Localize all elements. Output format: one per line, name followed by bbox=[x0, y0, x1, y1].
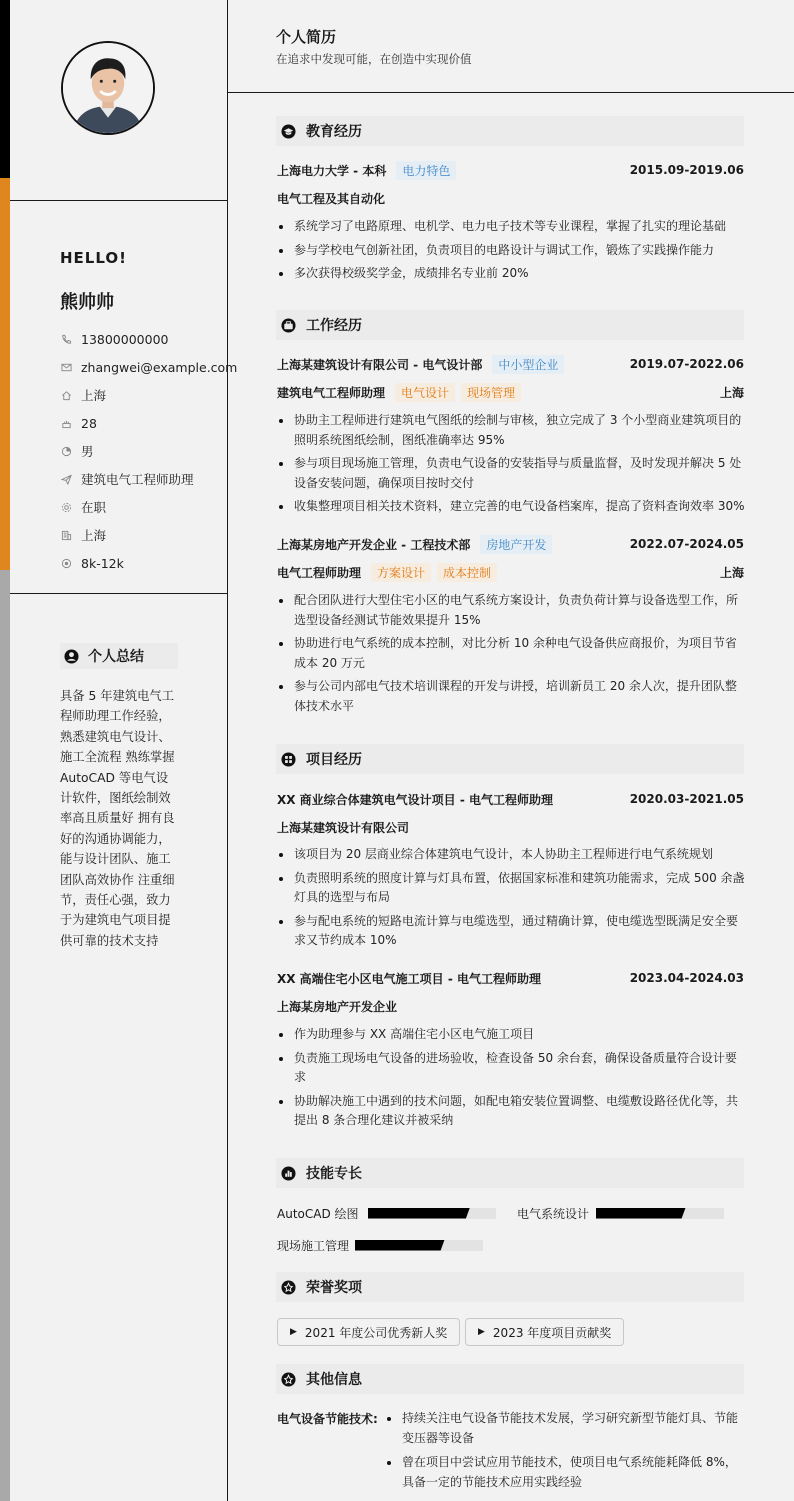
job1-role: 建筑电气工程师助理 bbox=[277, 385, 386, 400]
list-item: 收集整理项目相关技术资料，建立完善的电气设备档案库，提高了资料查询效率 30% bbox=[277, 497, 747, 517]
status-icon bbox=[60, 501, 72, 513]
page-title: 个人简历 bbox=[276, 28, 337, 46]
play-icon: ▶ bbox=[478, 1327, 485, 1337]
grid-icon bbox=[281, 752, 296, 767]
person-name: 熊帅帅 bbox=[60, 292, 114, 313]
list-item: 曾在项目中尝试应用节能技术，使项目电气系统能耗降低 8%，具备一定的节能技术应用实践经验 bbox=[384, 1453, 746, 1492]
education-heading bbox=[276, 116, 744, 146]
project2-bullets bbox=[277, 1025, 747, 1135]
job2-company-tag: 房地产开发 bbox=[480, 535, 552, 554]
job2-role: 电气工程师助理 bbox=[277, 565, 362, 580]
list-item: 参与项目现场施工管理，负责电气设备的安装指导与质量监督，及时发现并解决 5 处设备安装问题，确保项目按时交付 bbox=[277, 454, 747, 493]
skill-bar bbox=[355, 1240, 483, 1251]
project2-org: 上海某房地产开发企业 bbox=[277, 999, 398, 1014]
job2-role-row bbox=[277, 562, 744, 582]
building-icon bbox=[60, 529, 72, 541]
skills-title: 技能专长 bbox=[306, 1166, 362, 1182]
info-location-text: 上海 bbox=[81, 388, 107, 403]
skill-item bbox=[517, 1205, 724, 1221]
info-age bbox=[60, 409, 237, 437]
info-age-text: 28 bbox=[81, 415, 97, 431]
job1-company-tag: 中小型企业 bbox=[492, 355, 564, 374]
play-icon: ▶ bbox=[290, 1327, 297, 1337]
project1-org: 上海某建筑设计有限公司 bbox=[277, 820, 410, 835]
list-item: 参与配电系统的短路电流计算与电缆选型，通过精确计算，使电缆选型既满足安全要求又节约成本 10% bbox=[277, 912, 747, 951]
list-item: 多次获得校级奖学金，成绩排名专业前 20% bbox=[277, 264, 747, 284]
info-status-text: 在职 bbox=[81, 500, 107, 515]
school-name: 上海电力大学 - 本科 bbox=[277, 163, 387, 178]
info-position bbox=[60, 465, 237, 493]
age-icon bbox=[60, 417, 72, 429]
bar-chart-icon bbox=[281, 1166, 296, 1181]
list-item: 参与公司内部电气技术培训课程的开发与讲授，培训新员工 20 余人次，提升团队整体技术水平 bbox=[277, 677, 747, 716]
job1-tag-1: 电气设计 bbox=[395, 383, 455, 402]
briefcase-icon bbox=[281, 318, 296, 333]
info-salary bbox=[60, 549, 237, 577]
info-location bbox=[60, 381, 237, 409]
contact-info-list bbox=[60, 325, 237, 577]
info-gender-text: 男 bbox=[81, 444, 94, 459]
education-bullets bbox=[277, 217, 747, 288]
other-title: 其他信息 bbox=[306, 1372, 362, 1388]
project2-name: XX 高端住宅小区电气施工项目 - 电气工程师助理 bbox=[277, 971, 542, 986]
skill-bar bbox=[368, 1208, 496, 1219]
skill-name: AutoCAD 绘图 bbox=[277, 1206, 359, 1221]
job2-row bbox=[277, 534, 744, 554]
info-gender bbox=[60, 437, 237, 465]
job1-role-row bbox=[277, 382, 744, 402]
graduation-cap-icon bbox=[281, 124, 296, 139]
info-salary-text: 8k-12k bbox=[81, 555, 124, 571]
skill-fill bbox=[355, 1240, 445, 1251]
award-label: 2021 年度公司优秀新人奖 bbox=[304, 1325, 448, 1340]
award-label: 2023 年度项目贡献奖 bbox=[492, 1325, 612, 1340]
sidebar-rule-top bbox=[10, 200, 227, 201]
awards-title: 荣誉奖项 bbox=[306, 1280, 362, 1296]
projects-heading bbox=[276, 744, 744, 774]
list-item: 负责施工现场电气设备的进场验收，检查设备 50 余台套，确保设备质量符合设计要求 bbox=[277, 1049, 747, 1088]
sidebar-rule-mid bbox=[10, 593, 227, 594]
summary-title: 个人总结 bbox=[88, 649, 144, 665]
skill-name: 现场施工管理 bbox=[277, 1238, 350, 1253]
project2-row bbox=[277, 968, 744, 988]
education-major-row bbox=[277, 188, 744, 208]
job1-bullets bbox=[277, 411, 747, 521]
education-row bbox=[277, 160, 744, 180]
star-badge-icon bbox=[281, 1372, 296, 1387]
work-title: 工作经历 bbox=[306, 318, 362, 334]
sidebar-divider bbox=[227, 0, 228, 1501]
summary-text: 具备 5 年建筑电气工程师助理工作经验，熟悉建筑电气设计、施工全流程 熟练掌握 AutoCAD 等电气设计软件，图纸绘制效率高且质量好 拥有良好的沟通协调能力，能与设计团队、施工团队高效协作 注重细节，责任心强，致力于为建筑电气项目提供可靠的技术支持 bbox=[60, 689, 175, 948]
info-phone bbox=[60, 325, 237, 353]
page-subtitle: 在追求中发现可能，在创造中实现价值 bbox=[276, 52, 472, 66]
hello-heading: HELLO! bbox=[60, 249, 127, 267]
job2-bullets bbox=[277, 591, 747, 720]
sidebar-accent-orange bbox=[0, 178, 10, 570]
awards-heading bbox=[276, 1272, 744, 1302]
project1-row bbox=[277, 789, 744, 809]
skill-name: 电气系统设计 bbox=[517, 1206, 590, 1221]
other-label: 电气设备节能技术: bbox=[277, 1412, 378, 1426]
sidebar-accent-black bbox=[0, 0, 10, 178]
job1-period: 2019.07-2022.06 bbox=[629, 357, 744, 371]
phone-icon bbox=[60, 333, 72, 345]
avatar bbox=[61, 41, 155, 135]
mail-icon bbox=[60, 361, 72, 373]
header-rule bbox=[228, 92, 794, 93]
list-item: 系统学习了电路原理、电机学、电力电子技术等专业课程，掌握了扎实的理论基础 bbox=[277, 217, 747, 237]
list-item: 协助进行电气系统的成本控制，对比分析 10 余种电气设备供应商报价，为项目节省成本 20 万元 bbox=[277, 634, 747, 673]
skill-item bbox=[277, 1205, 496, 1221]
job2-tag-2: 成本控制 bbox=[437, 563, 497, 582]
project1-bullets bbox=[277, 845, 747, 955]
list-item: 该项目为 20 层商业综合体建筑电气设计，本人协助主工程师进行电气系统规划 bbox=[277, 845, 747, 865]
skill-fill bbox=[368, 1208, 470, 1219]
project1-name: XX 商业综合体建筑电气设计项目 - 电气工程师助理 bbox=[277, 792, 554, 807]
list-item: 作为助理参与 XX 高端住宅小区电气施工项目 bbox=[277, 1025, 747, 1045]
list-item: 持续关注电气设备节能技术发展，学习研究新型节能灯具、节能变压器等设备 bbox=[384, 1409, 746, 1448]
job2-tag-1: 方案设计 bbox=[371, 563, 431, 582]
info-status bbox=[60, 493, 237, 521]
projects-title: 项目经历 bbox=[306, 752, 362, 768]
job2-period: 2022.07-2024.05 bbox=[629, 537, 744, 551]
job2-company: 上海某房地产开发企业 - 工程技术部 bbox=[277, 537, 471, 552]
info-phone-text: 13800000000 bbox=[81, 331, 169, 347]
list-item: 协助主工程师进行建筑电气图纸的绘制与审核，独立完成了 3 个小型商业建筑项目的照明系统图纸绘制，图纸准确率达 95% bbox=[277, 411, 747, 450]
summary-heading bbox=[60, 643, 178, 669]
home-icon bbox=[60, 389, 72, 401]
education-period: 2015.09-2019.06 bbox=[629, 163, 744, 177]
skills-heading bbox=[276, 1158, 744, 1188]
send-icon bbox=[60, 473, 72, 485]
user-circle-icon bbox=[64, 649, 79, 664]
skill-item bbox=[277, 1237, 483, 1253]
other-bullets bbox=[384, 1409, 746, 1497]
job2-location: 上海 bbox=[719, 565, 744, 580]
project1-period: 2020.03-2021.05 bbox=[629, 792, 744, 806]
work-heading bbox=[276, 310, 744, 340]
list-item: 配合团队进行大型住宅小区的电气系统方案设计，负责负荷计算与设备选型工作，所选型设备经测试节能效果提升 15% bbox=[277, 591, 747, 630]
list-item: 负责照明系统的照度计算与灯具布置，依据国家标准和建筑功能需求，完成 500 余盏灯具的选型与布局 bbox=[277, 869, 747, 908]
list-item: 协助解决施工中遇到的技术问题，如配电箱安装位置调整、电缆敷设路径优化等，共提出 8 条合理化建议并被采纳 bbox=[277, 1092, 747, 1131]
project2-period: 2023.04-2024.03 bbox=[629, 971, 744, 985]
info-position-text: 建筑电气工程师助理 bbox=[81, 472, 194, 487]
education-title: 教育经历 bbox=[306, 124, 362, 140]
job1-tag-2: 现场管理 bbox=[461, 383, 521, 402]
info-city bbox=[60, 521, 237, 549]
project1-org-row bbox=[277, 817, 744, 837]
gender-icon bbox=[60, 445, 72, 457]
trophy-icon bbox=[281, 1280, 296, 1295]
education-major: 电气工程及其自动化 bbox=[277, 191, 386, 206]
award-chip bbox=[277, 1318, 460, 1346]
info-city-text: 上海 bbox=[81, 528, 107, 543]
salary-icon bbox=[60, 557, 72, 569]
award-chip bbox=[465, 1318, 624, 1346]
info-email-text: zhangwei@example.com bbox=[81, 359, 238, 375]
job1-row bbox=[277, 354, 744, 374]
project2-org-row bbox=[277, 996, 744, 1016]
school-tag: 电力特色 bbox=[396, 161, 456, 180]
job1-company: 上海某建筑设计有限公司 - 电气设计部 bbox=[277, 357, 483, 372]
other-heading bbox=[276, 1364, 744, 1394]
job1-location: 上海 bbox=[719, 385, 744, 400]
info-email bbox=[60, 353, 237, 381]
list-item: 参与学校电气创新社团，负责项目的电路设计与调试工作，锻炼了实践操作能力 bbox=[277, 241, 747, 261]
skill-bar bbox=[596, 1208, 724, 1219]
skill-fill bbox=[596, 1208, 686, 1219]
